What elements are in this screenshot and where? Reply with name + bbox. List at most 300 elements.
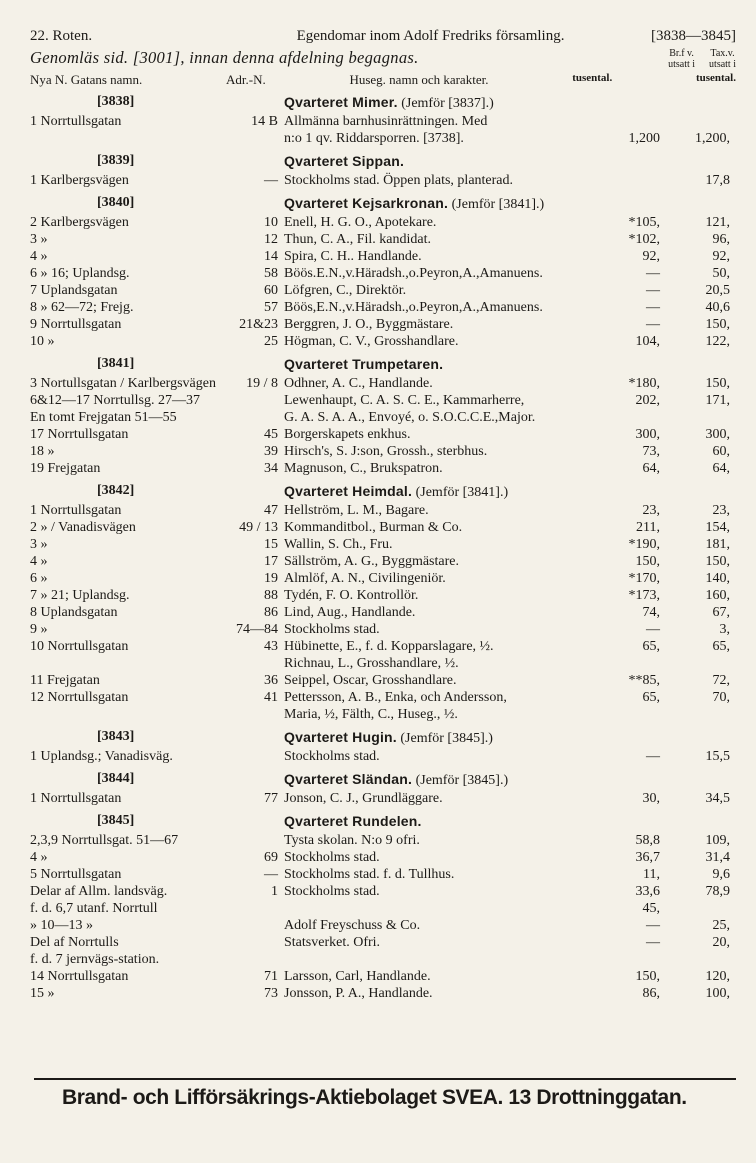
brf-value-cell: **85, [628,673,660,688]
address-cell: 69 [264,850,278,865]
quarter-heading [30,483,736,502]
brf-header: Br.f v. utsatt i [668,48,696,70]
brf-value-cell [594,409,666,426]
quarter-name [284,771,508,789]
owner-cell: Högman, C. V., Grosshandlare. [284,334,459,349]
tax-value-cell: 25, [712,918,730,933]
tax-value-cell [666,655,736,672]
address-cell [226,900,278,917]
quarter-block [30,153,736,189]
property-row [30,460,736,477]
property-row [30,231,736,248]
address-cell: 60 [264,283,278,298]
brf-value-cell [594,113,666,130]
brf-value-cell: *105, [628,215,660,230]
property-row [30,130,736,147]
quarter-note: (Jemför [3841].) [451,197,545,212]
range-label: [3838—3845] [650,28,736,44]
brf-value-cell: 65, [642,639,660,654]
brf-value-cell: 45, [642,901,660,916]
brf-value-cell: 86, [642,986,660,1001]
street-cell: 2,3,9 Norrtullsgat. 51—67 [30,833,179,848]
tax-value-cell: 64, [712,461,730,476]
tax-value-cell: 34,5 [705,791,730,806]
street-cell: 7 Uplandsgatan [30,283,118,298]
quarter-name [284,729,493,747]
street-cell: 1 Norrtullsgatan [30,114,122,129]
address-cell: 10 [264,215,278,230]
quarter-title: Qvarteret Kejsarkronan. [284,195,449,211]
quarter-blocks [30,94,736,1002]
owner-cell: Seippel, Oscar, Grosshandlare. [284,673,457,688]
brf-value-cell: — [646,935,660,950]
brf-value-cell: — [646,300,660,315]
street-cell: 7 » 21; Uplandsg. [30,588,130,603]
property-row [30,917,736,934]
subtitle-row [30,48,736,70]
owner-cell: Stockholms stad. [284,749,380,764]
street-cell: 1 Uplandsg.; Vanadisväg. [30,749,173,764]
register-page [30,28,736,1002]
quarter-block [30,771,736,807]
address-cell: 12 [264,232,278,247]
brf-value-cell: 36,7 [635,850,660,865]
quarter-title: Qvarteret Heimdal. [284,483,413,499]
owner-cell: Spira, C. H.. Handlande. [284,249,422,264]
owner-cell: Almlöf, A. N., Civilingeniör. [284,571,446,586]
brf-value-cell: *180, [628,376,660,391]
street-cell: 9 » [30,622,48,637]
page-title: Egendomar inom Adolf Fredriks församling. [296,28,565,44]
property-row [30,621,736,638]
address-cell: 34 [264,461,278,476]
owner-cell: Sällström, A. G., Byggmästare. [284,554,459,569]
address-cell [226,130,278,147]
quarter-note: (Jemför [3841].) [415,485,509,500]
brf-value-cell: 150, [635,969,660,984]
address-cell: 71 [264,969,278,984]
property-row [30,832,736,849]
col-address: Adr.-N. [226,72,266,87]
tax-value-cell: 31,4 [705,850,730,865]
property-row [30,883,736,900]
subtitle: Genomläs sid. [3001], innan denna afdelning begagnas. [30,48,419,67]
tax-value-cell: 181, [705,537,730,552]
quarter-name [284,356,443,374]
tax-value-cell: 92, [712,249,730,264]
tax-value-cell: 140, [705,571,730,586]
property-row [30,689,736,706]
street-cell: 4 » [30,850,48,865]
tax-value-cell: 109, [705,833,730,848]
street-cell [30,130,226,147]
tax-value-cell: 23, [712,503,730,518]
quarter-number: [3843] [97,729,135,744]
property-row [30,866,736,883]
street-cell: 1 Karlbergsvägen [30,173,129,188]
tax-value-cell: 121, [705,215,730,230]
address-cell [226,934,278,951]
brf-value-cell: — [646,622,660,637]
tax-value-cell: 154, [705,520,730,535]
quarter-number: [3839] [97,153,135,168]
owner-cell: Jonsson, P. A., Handlande. [284,986,433,1001]
owner-cell: Kommanditbol., Burman & Co. [284,520,463,535]
owner-cell: Stockholms stad. [284,622,380,637]
address-cell: 19 [264,571,278,586]
street-cell: 12 Norrtullsgatan [30,690,129,705]
owner-cell: Stockholms stad. Öppen plats, planterad. [284,173,514,188]
property-row [30,265,736,282]
brf-value-cell: — [646,749,660,764]
owner-cell: Pettersson, A. B., Enka, och Andersson, [284,690,507,705]
quarter-number: [3842] [97,483,135,498]
quarter-heading [30,153,736,172]
owner-cell: Wallin, S. Ch., Fru. [284,537,393,552]
property-row [30,968,736,985]
address-cell: 49 / 13 [239,520,278,535]
brf-value-cell: 58,8 [635,833,660,848]
owner-cell: Stockholms stad. [284,850,380,865]
address-cell: 45 [264,427,278,442]
quarter-note: (Jemför [3837].) [401,96,494,111]
address-cell: 73 [264,986,278,1001]
quarter-block [30,483,736,723]
property-row [30,604,736,621]
property-row [30,409,736,426]
address-cell: 15 [264,537,278,552]
property-row [30,790,736,807]
brf-value-cell: 64, [642,461,660,476]
property-row [30,900,736,917]
owner-cell: Stockholms stad. f. d. Tullhus. [284,867,455,882]
tax-value-cell [666,113,736,130]
tax-value-cell: 50, [712,266,730,281]
address-cell: — [264,173,278,188]
brf-value-cell: 1,200 [628,131,660,146]
brf-value-cell [594,951,666,968]
address-cell: 47 [264,503,278,518]
quarter-note: (Jemför [3845].) [415,773,509,788]
street-cell [30,706,226,723]
street-cell: 10 Norrtullsgatan [30,639,129,654]
owner-cell: Jonson, C. J., Grundläggare. [284,791,443,806]
street-cell: 18 » [30,444,55,459]
tax-value-cell: 9,6 [712,867,730,882]
property-row [30,248,736,265]
property-row [30,536,736,553]
street-cell: 6&12—17 Norrtullsg. 27—37 [30,393,200,408]
quarter-heading [30,771,736,790]
street-cell: 15 » [30,986,55,1001]
street-cell: » 10—13 » [30,918,93,933]
brf-value-cell: 92, [642,249,660,264]
quarter-heading [30,94,736,113]
address-cell: 77 [264,791,278,806]
street-cell: 10 » [30,334,55,349]
address-cell: 36 [264,673,278,688]
address-cell: 17 [264,554,278,569]
owner-cell: Thun, C. A., Fil. kandidat. [284,232,431,247]
address-cell: 88 [264,588,278,603]
owner-cell: Böös,E.N.,v.Häradsh.,o.Peyron,A.,Amanuens. [284,300,543,315]
brf-value-cell: — [646,918,660,933]
brf-value-cell: *173, [628,588,660,603]
quarter-note: (Jemför [3845].) [400,731,493,746]
street-cell: 17 Norrtullsgatan [30,427,129,442]
brf-value-cell: — [646,266,660,281]
street-cell: En tomt Frejgatan 51—55 [30,410,177,425]
quarter-title: Qvarteret Sländan. [284,771,413,787]
property-row [30,587,736,604]
brf-value-cell: 211, [636,520,660,535]
street-cell: 2 Karlbergsvägen [30,215,129,230]
owner-cell: Richnau, L., Grosshandlare, ½. [284,656,459,671]
owner-cell [278,900,594,917]
address-cell [226,392,278,409]
quarter-block [30,356,736,477]
tax-value-cell: 96, [712,232,730,247]
quarter-title: Qvarteret Hugin. [284,729,397,745]
tax-value-cell: 3, [719,622,730,637]
value-headers [668,48,736,70]
tax-value-cell: 120, [705,969,730,984]
quarter-title: Qvarteret Mimer. [284,94,398,110]
property-row [30,316,736,333]
owner-cell: Statsverket. Ofri. [284,935,381,950]
tax-value-cell: 160, [705,588,730,603]
property-row [30,655,736,672]
property-row [30,299,736,316]
owner-cell: Hellström, L. M., Bagare. [284,503,429,518]
address-cell: 57 [264,300,278,315]
tax-value-cell: 150, [705,554,730,569]
property-row [30,951,736,968]
owner-cell: Maria, ½, Fälth, C., Huseg., ½. [284,707,458,722]
street-cell: f. d. 6,7 utanf. Norrtull [30,901,158,916]
tax-value-cell: 60, [712,444,730,459]
quarter-block [30,195,736,350]
tax-value-cell: 300, [705,427,730,442]
quarter-number: [3838] [97,94,135,109]
street-cell: Del af Norrtulls [30,935,119,950]
col-brf-unit: tusental. [572,72,613,84]
property-row [30,375,736,392]
owner-cell: Hirsch's, S. J:son, Grossh., sterbhus. [284,444,488,459]
owner-cell: Borgerskapets enkhus. [284,427,411,442]
brf-value-cell: 30, [642,791,660,806]
street-cell: 4 » [30,249,48,264]
street-cell: 3 Nortullsgatan / Karlbergsvägen [30,376,216,391]
property-row [30,519,736,536]
street-cell: 19 Frejgatan [30,461,101,476]
street-cell: 2 » / Vanadisvägen [30,520,136,535]
owner-cell: Löfgren, C., Direktör. [284,283,407,298]
street-cell: 9 Norrtullsgatan [30,317,122,332]
footer-rule [34,1078,736,1080]
owner-cell: Larsson, Carl, Handlande. [284,969,431,984]
street-cell: 3 » [30,232,48,247]
quarter-title: Qvarteret Rundelen. [284,813,422,829]
brf-value-cell: *170, [628,571,660,586]
address-cell: 39 [264,444,278,459]
brf-value-cell: 300, [635,427,660,442]
brf-value-cell [594,172,666,189]
brf-value-cell: 74, [642,605,660,620]
brf-value-cell: 202, [635,393,660,408]
address-cell [226,917,278,934]
property-row [30,502,736,519]
quarter-block [30,813,736,1002]
owner-cell: Odhner, A. C., Handlande. [284,376,433,391]
brf-value-cell: 33,6 [635,884,660,899]
tax-value-cell: 122, [705,334,730,349]
property-row [30,849,736,866]
quarter-number: [3845] [97,813,135,828]
address-cell [226,951,278,968]
property-row [30,672,736,689]
owner-cell: Tydén, F. O. Kontrollör. [284,588,419,603]
street-cell: 3 » [30,537,48,552]
brf-value-cell [594,655,666,672]
property-row [30,113,736,130]
owner-cell: Lewenhaupt, C. A. S. C. E., Kammarherre, [284,393,525,408]
page-header [30,28,736,45]
tax-header: Tax.v. utsatt i [709,48,736,70]
owner-cell [278,951,594,968]
tax-value-cell: 15,5 [705,749,730,764]
address-cell: — [264,867,278,882]
col-owner: Huseg. namn och karakter. [349,72,489,87]
quarter-name [284,483,508,501]
address-cell: 21&23 [239,317,278,332]
tax-value-cell: 78,9 [705,884,730,899]
owner-cell: G. A. S. A. A., Envoyé, o. S.O.C.C.E.,Major. [284,410,536,425]
address-cell: 74—84 [236,622,278,637]
property-row [30,282,736,299]
street-cell: 11 Frejgatan [30,673,100,688]
quarter-number: [3844] [97,771,135,786]
owner-cell: Allmänna barnhusinrättningen. Med [284,114,488,129]
brf-value-cell: *190, [628,537,660,552]
footer-advert: Brand- och Lifförsäkrings-Aktiebolaget SVEA. 13 Drottninggatan. [62,1086,687,1109]
tax-value-cell: 17,8 [705,173,730,188]
address-cell: 14 B [251,114,278,129]
tax-value-cell [666,900,736,917]
owner-cell: Berggren, J. O., Byggmästare. [284,317,454,332]
quarter-title: Qvarteret Sippan. [284,153,405,169]
owner-cell: Lind, Aug., Handlande. [284,605,416,620]
owner-cell: Hübinette, E., f. d. Kopparslagare, ½. [284,639,494,654]
street-cell: 6 » 16; Uplandsg. [30,266,130,281]
property-row [30,172,736,189]
tax-value-cell: 20,5 [705,283,730,298]
brf-value-cell: *102, [628,232,660,247]
street-cell: 1 Norrtullsgatan [30,791,122,806]
quarter-name [284,94,494,112]
quarter-heading [30,813,736,832]
owner-cell: Tysta skolan. N:o 9 ofri. [284,833,420,848]
tax-value-cell [666,409,736,426]
quarter-block [30,729,736,765]
property-row [30,985,736,1002]
tax-value-cell: 67, [712,605,730,620]
col-street: Nya N. Gatans namn. [30,72,143,87]
brf-value-cell: 11, [643,867,660,882]
quarter-name [284,195,544,213]
property-row [30,706,736,723]
tax-value-cell [666,706,736,723]
tax-value-cell: 150, [705,376,730,391]
street-cell: 8 » 62—72; Frejg. [30,300,134,315]
property-row [30,443,736,460]
section-label: 22. Roten. [30,28,93,44]
tax-value-cell: 150, [705,317,730,332]
tax-value-cell: 65, [712,639,730,654]
quarter-block [30,94,736,147]
owner-cell: Böös.E.N.,v.Häradsh.,o.Peyron,A.,Amanuens. [284,266,543,281]
tax-value-cell: 100, [705,986,730,1001]
quarter-number: [3841] [97,356,135,371]
owner-cell: n:o 1 qv. Riddarsporren. [3738]. [284,131,464,146]
owner-cell: Adolf Freyschuss & Co. [284,918,421,933]
tax-value-cell: 171, [705,393,730,408]
property-row [30,638,736,655]
street-cell [30,655,226,672]
address-cell [226,748,278,765]
brf-value-cell: 150, [635,554,660,569]
property-row [30,392,736,409]
tax-value-cell: 70, [712,690,730,705]
tax-value-cell: 72, [712,673,730,688]
street-cell: Delar af Allm. landsväg. [30,884,168,899]
address-cell [226,832,278,849]
address-cell: 19 / 8 [246,376,278,391]
quarter-heading [30,195,736,214]
address-cell: 58 [264,266,278,281]
address-cell: 25 [264,334,278,349]
tax-value-cell: 20, [712,935,730,950]
brf-value-cell: — [646,317,660,332]
property-row [30,333,736,350]
property-row [30,426,736,443]
street-cell: f. d. 7 jernvägs-station. [30,952,160,967]
col-tax-unit: tusental. [695,72,736,84]
brf-value-cell [594,706,666,723]
owner-cell: Enell, H. G. O., Apotekare. [284,215,437,230]
brf-value-cell: 23, [642,503,660,518]
property-row [30,570,736,587]
brf-value-cell: 73, [642,444,660,459]
address-cell: 14 [264,249,278,264]
address-cell: 1 [271,884,278,899]
brf-value-cell: 65, [642,690,660,705]
owner-cell: Magnuson, C., Brukspatron. [284,461,443,476]
street-cell: 14 Norrtullsgatan [30,969,129,984]
address-cell [226,706,278,723]
brf-value-cell: 104, [635,334,660,349]
street-cell: 5 Norrtullsgatan [30,867,122,882]
address-cell: 43 [264,639,278,654]
tax-value-cell [666,951,736,968]
street-cell: 1 Norrtullsgatan [30,503,122,518]
property-row [30,748,736,765]
address-cell [226,409,278,426]
property-row [30,214,736,231]
quarter-heading [30,356,736,375]
street-cell: 4 » [30,554,48,569]
address-cell: 86 [264,605,278,620]
